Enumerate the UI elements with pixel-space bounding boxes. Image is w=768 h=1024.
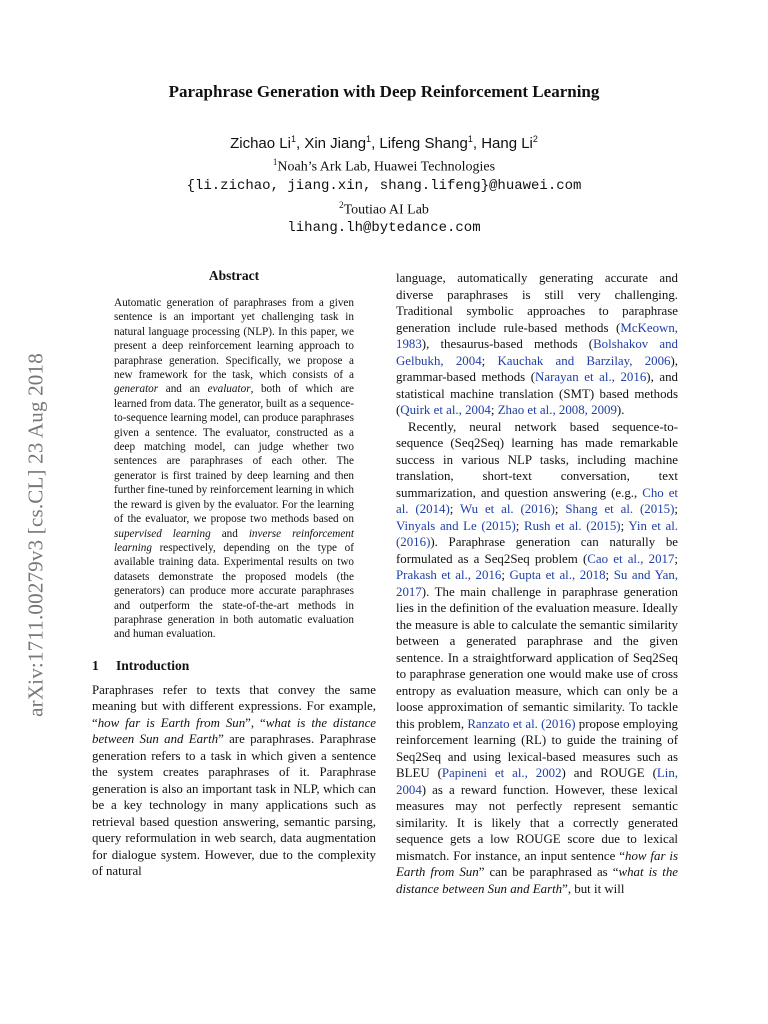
affiliation-marker: 1 [467, 134, 473, 144]
citation-link[interactable]: Ranzato et al. (2016) [467, 716, 576, 731]
citation-link[interactable]: Shang et al. (2015) [565, 502, 675, 516]
author-block [0, 130, 768, 238]
citation-link[interactable]: Papineni et al., 2002 [441, 766, 562, 780]
author-names: Zichao Li$^1$, Xin Jiang$^1$, Lifeng Shang$^1$, Hang Li$^2$ [230, 134, 538, 152]
email-2[interactable]: lihang.lh@bytedance.com [287, 220, 481, 237]
affiliation-1: $^1$Noah’s Ark Lab, Huawei Technologies [272, 157, 496, 175]
arxiv-identifier-text: arXiv:1711.00279v3 [cs.CL] 23 Aug 2018 [23, 353, 48, 717]
citation-link[interactable]: Kauchak and Barzilay, 2006 [497, 353, 671, 368]
citation-link[interactable]: Vinyals and Le (2015) [396, 518, 516, 533]
author-name: Lifeng Shang [379, 135, 468, 152]
affiliation-marker: 1 [290, 134, 296, 144]
citation-link[interactable]: Wu et al. (2016) [459, 502, 555, 516]
citation-link[interactable]: Yin et al. (2016) [396, 518, 679, 549]
intro-paragraph-1-continued: language, automatically generating accurate and diverse paraphrases is still very challenging. Traditional symbolic approaches to paraphrase generation include rule-based methods (McKeown, 1983), thesaurus-based methods (Bolshakov and Gelbukh, 2004; Kauchak and Barzilay, 2006), grammar-based methods (Narayan et al., 2016), and statistical machine translation (SMT) based methods (Quirk et al., 2004; Zhao et al., 2008, 2009). [396, 271, 679, 417]
citation-link[interactable]: Su and Yan, 2017 [396, 568, 678, 599]
email-1[interactable]: {li.zichao, jiang.xin, shang.lifeng}@huawei.com [186, 177, 582, 194]
intro-paragraph-1: Paraphrases refer to texts that convey the same meaning but with different expressions. For example, “how far is Earth from Sun”, “what is the distance between Sun and Earth” are paraphrases. Paraphrase generation refers to a task in which given a sentence the system creates paraphrases of it. Paraphrase generation is also an important task in NLP, which can be a key technology in many applications such as retrieval based question answering, semantic parsing, query reformulation in web search, data augmentation for dialogue system. However, due to the complexity of natural [92, 682, 377, 879]
right-column [396, 270, 678, 897]
abstract-text: Automatic generation of paraphrases from a given sentence is an important yet challenging task in natural language processing (NLP). In this paper, we present a deep reinforcement learning approach to paraphrase generation. Specifically, we propose a new framework for the task, which consists of a generator and an evaluator, both of which are learned from data. The generator, built as a sequence-to-sequence learning model, can produce paraphrases given a sentence. The evaluator, constructed as a deep matching model, can judge whether two sentences are paraphrases of each other. The generator is first trained by deep learning and then further fine-tuned by reinforcement learning in which the reward is given by the evaluator. For the learning of the evaluator, we propose two methods based on supervised learning and inverse reinforcement learning respectively, depending on the type of available training data. Experimental results on two datasets demonstrate the proposed models (the generators) can produce more accurate paraphrases and outperform the state-of-the-art methods in paraphrase generation in both automatic evaluation and human evaluation. [114, 297, 355, 641]
affiliation-marker: 1 [366, 134, 372, 144]
affiliation-marker: 2 [532, 134, 538, 144]
citation-link[interactable]: Bolshakov and Gelbukh, 2004 [396, 337, 678, 368]
citation-link[interactable]: Cao et al., 2017 [587, 551, 675, 566]
author-name: Zichao Li [230, 135, 291, 152]
affiliation-2: $^2$Toutiao AI Lab [339, 199, 429, 218]
author-name: Xin Jiang [304, 135, 367, 152]
intro-paragraph-2: Recently, neural network based sequence-to-sequence (Seq2Seq) learning has made remarkable success in various NLP tasks, including machine translation, short-text conversation, text summarization, and question answering (e.g., Cho et al. (2014); Wu et al. (2016); Shang et al. (2015); Vinyals and Le (2015); Rush et al. (2015); Yin et al. (2016)). Paraphrase generation can naturally be formulated as a Seq2Seq problem (Cao et al., 2017; Prakash et al., 2016; Gupta et al., 2018; Su and Yan, 2017). The main challenge in paraphrase generation lies in the definition of the evaluation measure. Ideally the measure is able to calculate the semantic similarity between a generated paraphrase and the given sentence. In a straightforward application of Seq2Seq to paraphrase generation one would make use of cross entropy as evaluation measure, which can only be a loose approximation of semantic similarity. To tackle this problem, Ranzato et al. (2016) propose employing reinforcement learning (RL) to guide the training of Seq2Seq and using lexical-based measures such as BLEU (Papineni et al., 2002) and ROUGE (Lin, 2004) as a reward function. However, these lexical measures may not perfectly represent semantic similarity. It is likely that a correctly generated sequence gets a low ROUGE score due to lexical mismatch. For instance, an input sentence “how far is Earth from Sun” can be paraphrased as “what is the distance between Sun and Earth”, but it will [396, 419, 679, 896]
citation-link[interactable]: Zhao et al., 2008, 2009 [497, 403, 617, 417]
left-column [92, 268, 376, 880]
citation-link[interactable]: Quirk et al., 2004 [400, 403, 491, 417]
citation-link[interactable]: Narayan et al., 2016 [535, 370, 647, 384]
citation-link[interactable]: Lin, 2004 [396, 766, 678, 797]
section-heading-introduction: 1 Introduction [92, 657, 190, 673]
abstract-heading: Abstract [208, 268, 260, 283]
citation-link[interactable]: Rush et al. (2015) [524, 518, 621, 533]
paper-title: Paraphrase Generation with Deep Reinforcement Learning [168, 82, 600, 101]
citation-link[interactable]: Cho et al. (2014) [396, 485, 679, 516]
citation-link[interactable]: Prakash et al., 2016 [396, 568, 502, 582]
arxiv-identifier-sidenote [18, 310, 54, 760]
author-name: Hang Li [481, 135, 533, 152]
citation-link[interactable]: Gupta et al., 2018 [509, 568, 606, 582]
citation-link[interactable]: McKeown, 1983 [396, 320, 678, 351]
